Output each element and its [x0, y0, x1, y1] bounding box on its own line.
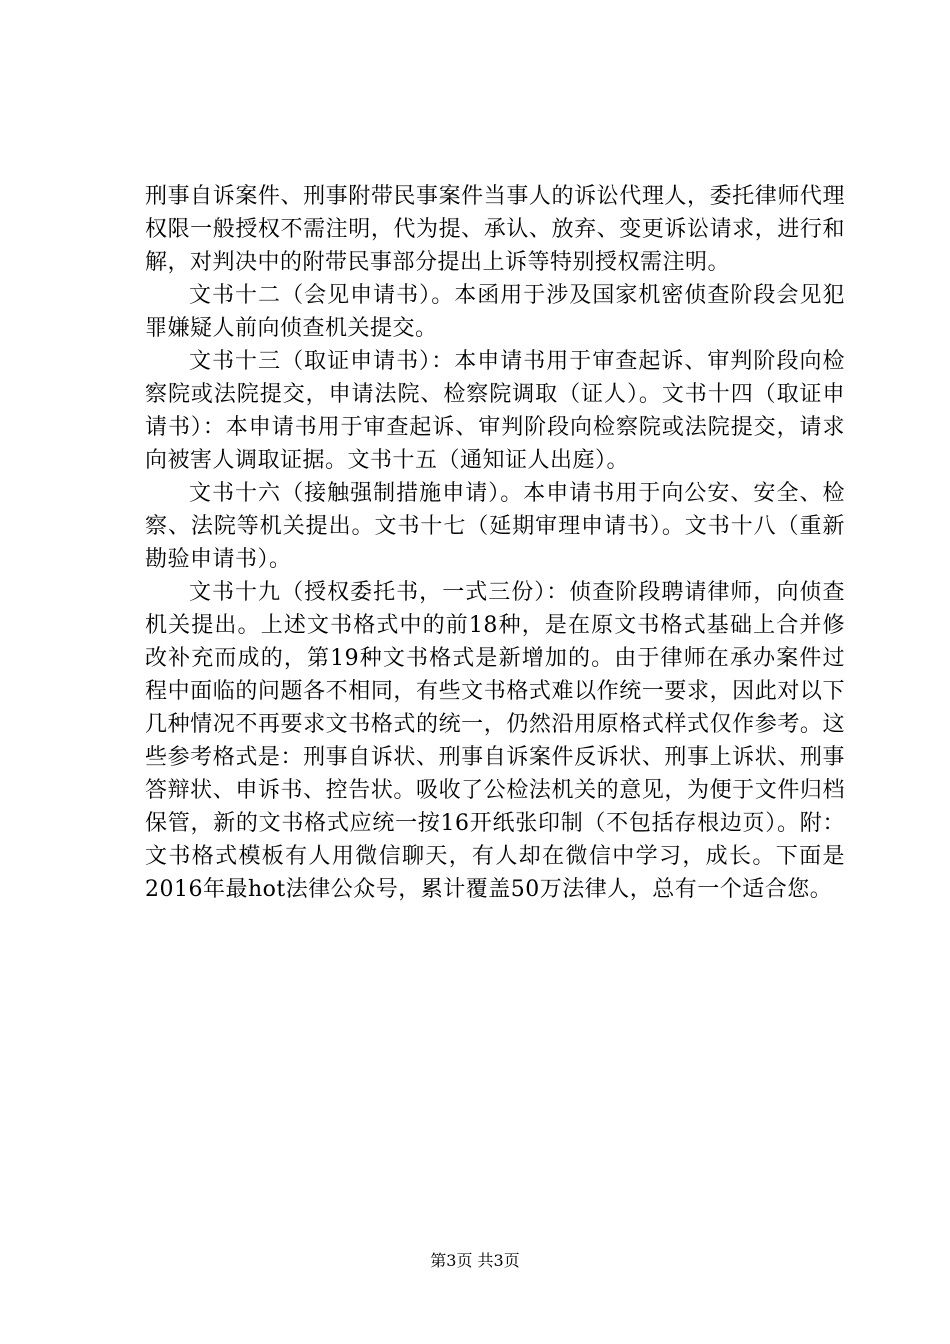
- paragraph-document-13-15: 文书十三（取证申请书）：本申请书用于审查起诉、审判阶段向检察院或法院提交，申请法院、检察院调取（证人）。文书十四（取证申请书）：本申请书用于审查起诉、审判阶段向检察院或法院提交，请求向被害人调取证据。文书十五（通知证人出庭）。: [145, 349, 845, 473]
- paragraph-document-16-18: 文书十六（接触强制措施申请）。本申请书用于向公安、安全、检察、法院等机关提出。文书十七（延期审理申请书）。文书十八（重新勘验申请书）。: [145, 481, 845, 572]
- paragraph-document-12: 文书十二（会见申请书）。本函用于涉及国家机密侦查阶段会见犯罪嫌疑人前向侦查机关提交。: [145, 283, 845, 341]
- page-number-footer: 第3页 共3页: [430, 1251, 520, 1270]
- document-body: [145, 180, 845, 906]
- paragraph-authorization: 刑事自诉案件、刑事附带民事案件当事人的诉讼代理人，委托律师代理权限一般授权不需注明，代为提、承认、放弃、变更诉讼请求，进行和解，对判决中的附带民事部分提出上诉等特别授权需注明。: [145, 184, 845, 275]
- paragraph-document-19: 文书十九（授权委托书，一式三份）：侦查阶段聘请律师，向侦查机关提出。上述文书格式中的前18种，是在原文书格式基础上合并修改补充而成的，第19种文书格式是新增加的。由于律师在承办案件过程中面临的问题各不相同，有些文书格式难以作统一要求，因此对以下几种情况不再要求文书格式的统一，仍然沿用原格式样式仅作参考。这些参考格式是：刑事自诉状、刑事自诉案件反诉状、刑事上诉状、刑事答辩状、申诉书、控告状。吸收了公检法机关的意见，为便于文件归档保管，新的文书格式应统一按16开纸张印制（不包括存根边页）。附：文书格式模板有人用微信聊天，有人却在微信中学习，成长。下面是2016年最hot法律公众号，累计覆盖50万法律人，总有一个适合您。: [145, 580, 845, 902]
